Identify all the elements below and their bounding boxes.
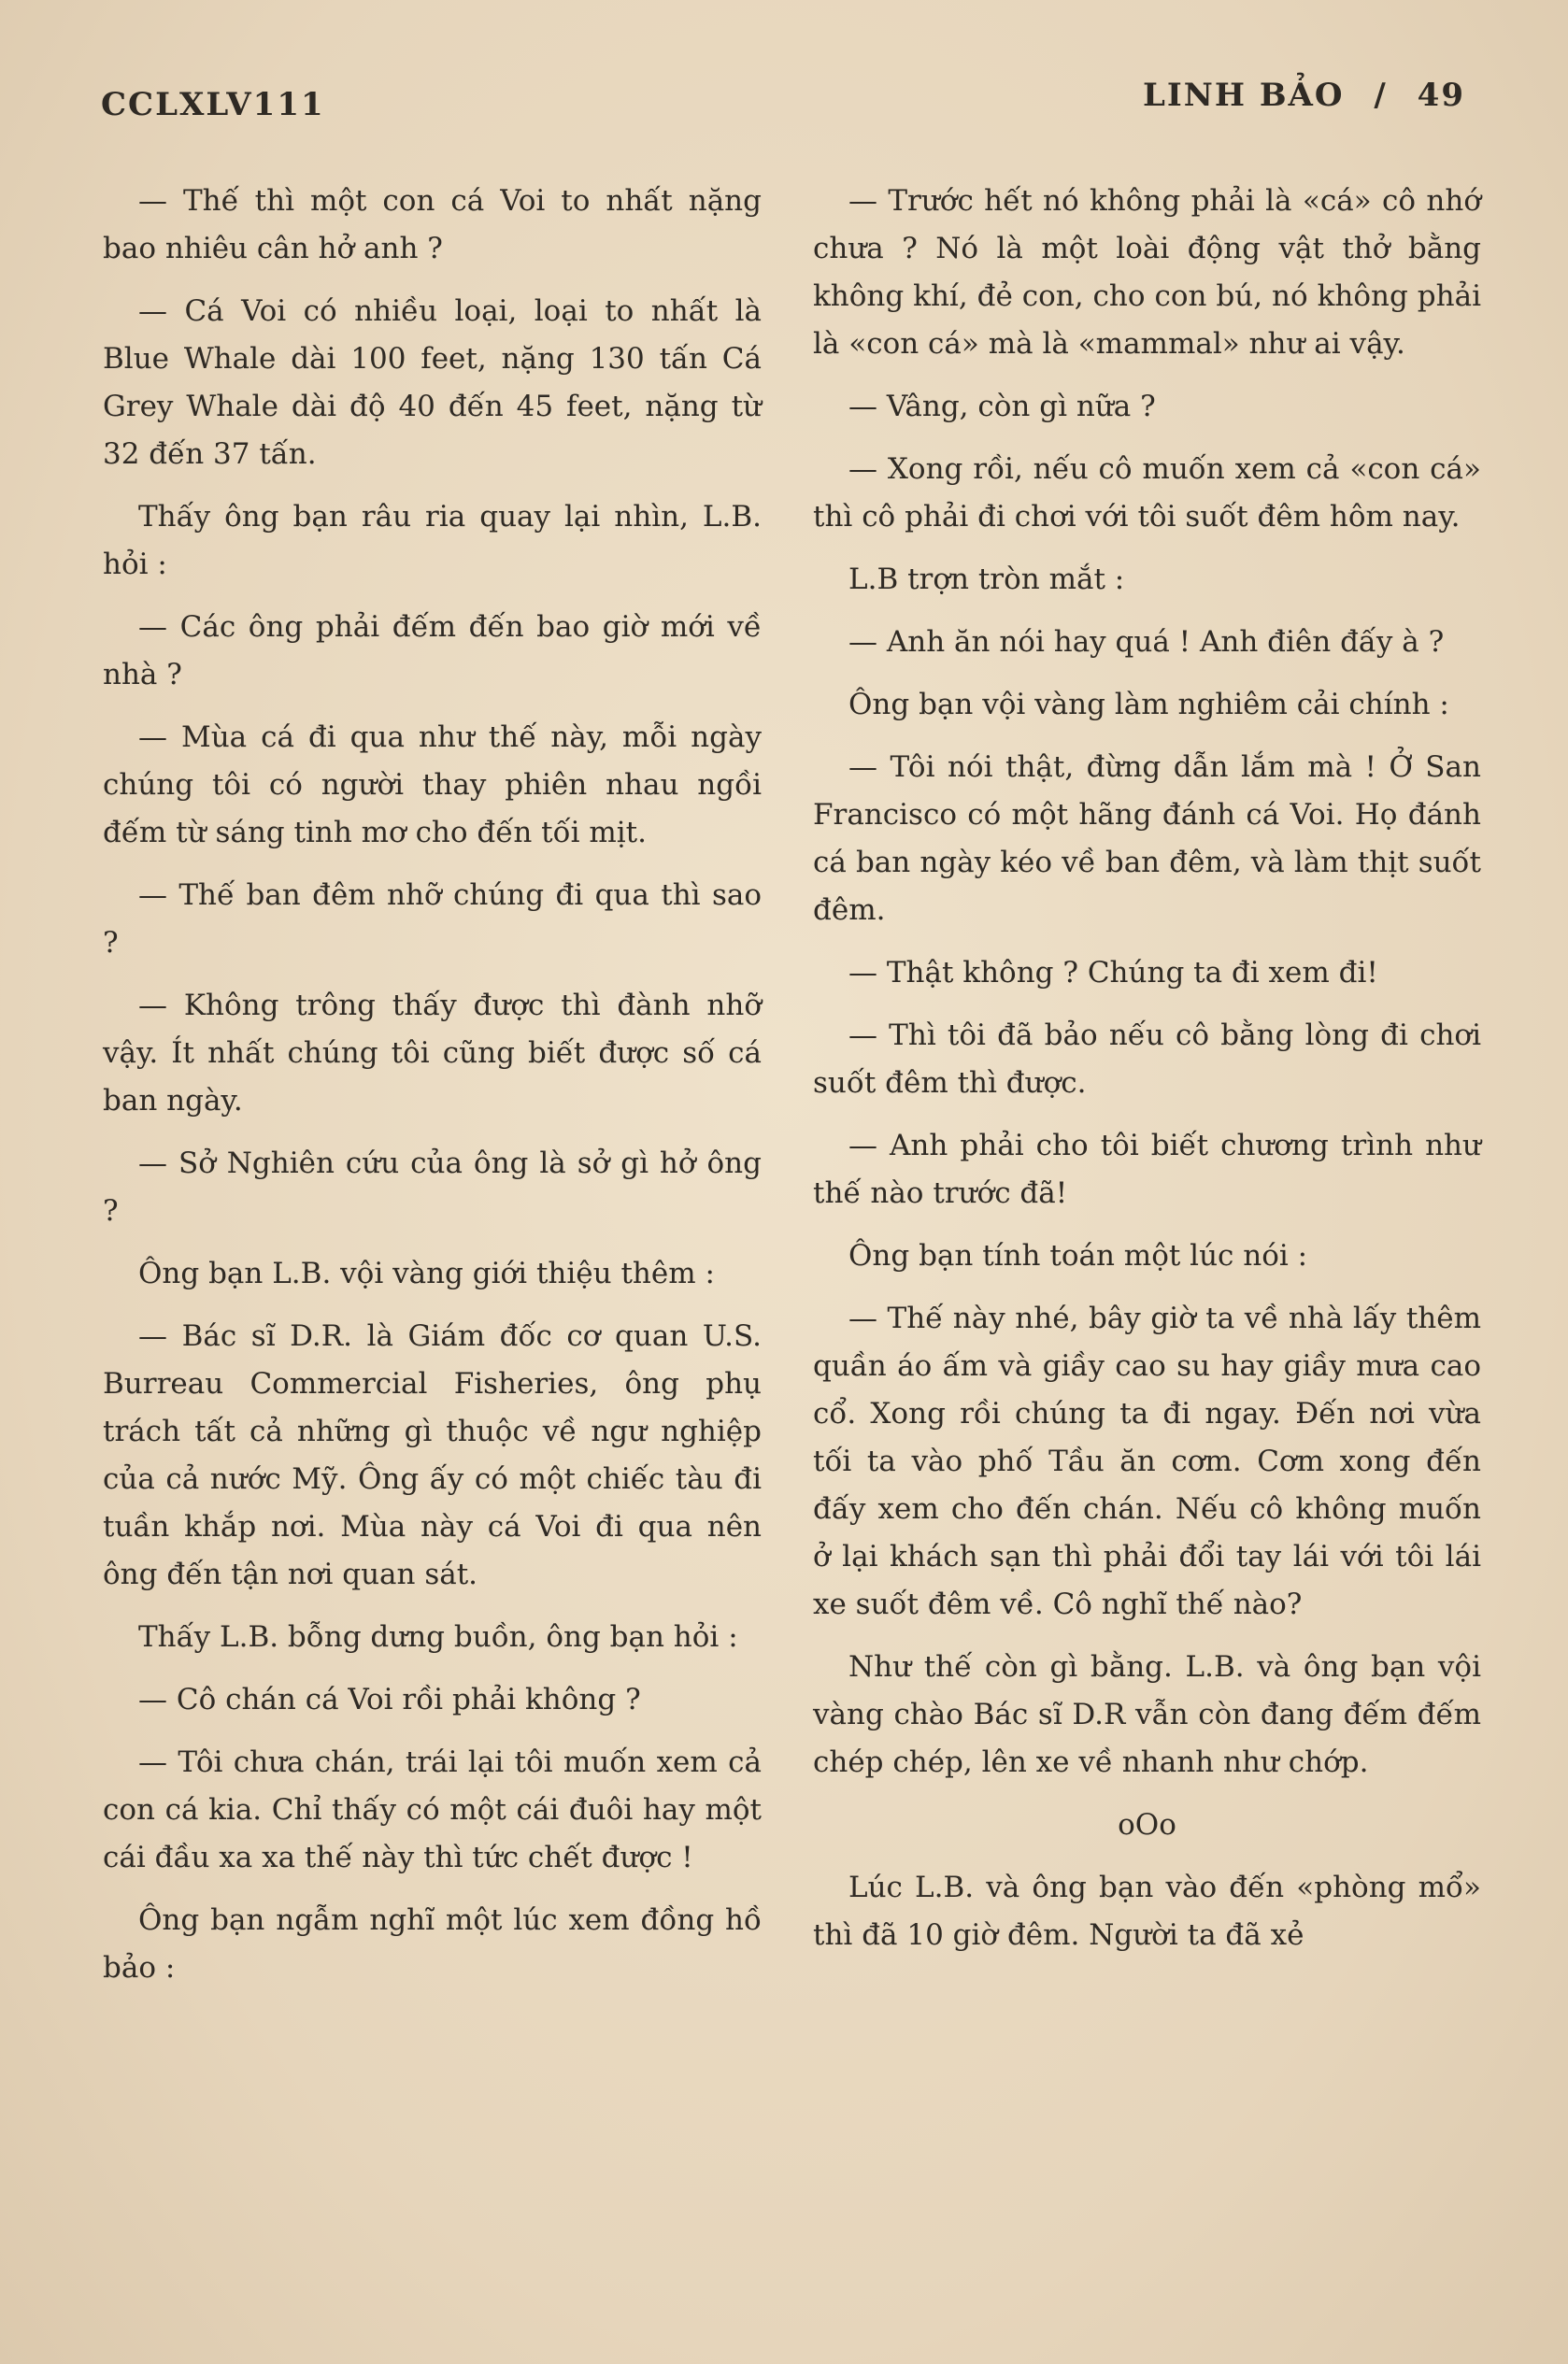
paragraph: — Mùa cá đi qua như thế này, mỗi ngày chúng tôi có người thay phiên nhau ngồi đếm từ sáng tinh mơ cho đến tối mịt. [103, 720, 762, 849]
right-column [813, 178, 1481, 1974]
paragraph: — Cô chán cá Voi rồi phải không ? [138, 1683, 641, 1716]
paragraph: — Cá Voi có nhiều loại, loại to nhất là Blue Whale dài 100 feet, nặng 130 tấn Cá Grey Whale dài độ 40 đến 45 feet, nặng từ 32 đến 37 tấn. [103, 294, 762, 471]
paragraph: Thấy L.B. bỗng dưng buồn, ông bạn hỏi : [138, 1620, 738, 1654]
paragraph: — Anh phải cho tôi biết chương trình như thế nào trước đã! [813, 1129, 1481, 1210]
paragraph: Lúc L.B. và ông bạn vào đến «phòng mổ» thì đã 10 giờ đêm. Người ta đã xẻ [813, 1871, 1481, 1952]
paragraph: — Thì tôi đã bảo nếu cô bằng lòng đi chơi suốt đêm thì được. [813, 1018, 1481, 1100]
chapter-numeral: CCLXLV111 [101, 86, 325, 123]
paragraph: Như thế còn gì bằng. L.B. và ông bạn vội vàng chào Bác sĩ D.R vẫn còn đang đếm đếm chép chép, lên xe về nhanh như chớp. [813, 1650, 1481, 1779]
paragraph: — Thế ban đêm nhỡ chúng đi qua thì sao ? [103, 878, 762, 960]
paragraph: — Thế thì một con cá Voi to nhất nặng bao nhiêu cân hở anh ? [103, 184, 762, 265]
paragraph: — Không trông thấy được thì đành nhỡ vậy. Ít nhất chúng tôi cũng biết được số cá ban ngày. [103, 989, 762, 1118]
paragraph: L.B trợn tròn mắt : [848, 563, 1125, 596]
paragraph: Ông bạn vội vàng làm nghiêm cải chính : [848, 688, 1449, 721]
paragraph: — Tôi chưa chán, trái lại tôi muốn xem cả con cá kia. Chỉ thấy có một cái đuôi hay một cái đầu xa xa thế này thì tức chết được ! [103, 1745, 762, 1874]
paragraph: — Bác sĩ D.R. là Giám đốc cơ quan U.S. Burreau Commercial Fisheries, ông phụ trách tất cả những gì thuộc về ngư nghiệp của cả nước Mỹ. Ông ấy có một chiếc tàu đi tuần khắp nơi. Mùa này cá Voi đi qua nên ông đến tận nơi quan sát. [103, 1319, 762, 1591]
paragraph: — Anh ăn nói hay quá ! Anh điên đấy à ? [848, 625, 1445, 659]
header-separator: / [1374, 77, 1388, 114]
paragraph: — Tôi nói thật, đừng dẫn lắm mà ! Ở San Francisco có một hãng đánh cá Voi. Họ đánh cá ban ngày kéo về ban đêm, và làm thịt suốt đêm. [813, 750, 1481, 927]
paragraph: — Xong rồi, nếu cô muốn xem cả «con cá» thì cô phải đi chơi với tôi suốt đêm hôm nay. [813, 452, 1481, 534]
paragraph: Ông bạn tính toán một lúc nói : [848, 1239, 1308, 1273]
paragraph: — Sở Nghiên cứu của ông là sở gì hở ông ? [103, 1146, 762, 1228]
paragraph: — Thật không ? Chúng ta đi xem đi! [848, 956, 1378, 990]
paragraph: — Trước hết nó không phải là «cá» cô nhớ chưa ? Nó là một loài động vật thở bằng không khí, đẻ con, cho con bú, nó không phải là «con cá» mà là «mammal» như ai vậy. [813, 184, 1481, 361]
section-divider: oOo [1118, 1808, 1176, 1842]
paragraph: — Thế này nhé, bây giờ ta về nhà lấy thêm quần áo ấm và giầy cao su hay giầy mưa cao cổ. Xong rồi chúng ta đi ngay. Đến nơi vừa tối ta vào phố Tầu ăn cơm. Cơm xong đến đấy xem cho đến chán. Nếu cô không muốn ở lại khách sạn thì phải đổi tay lái với tôi lái xe suốt đêm về. Cô nghĩ thế nào? [813, 1302, 1481, 1621]
running-header [1126, 77, 1465, 114]
paragraph: Ông bạn ngẫm nghĩ một lúc xem đồng hồ bảo : [103, 1903, 762, 1985]
author-name: LINH BẢO [1142, 77, 1345, 114]
paragraph: Ông bạn L.B. vội vàng giới thiệu thêm : [138, 1257, 715, 1290]
page-number: 49 [1417, 77, 1465, 114]
paragraph: — Vâng, còn gì nữa ? [848, 390, 1156, 423]
paragraph: — Các ông phải đếm đến bao giờ mới về nhà ? [103, 610, 762, 691]
left-column [103, 178, 762, 2007]
paragraph: Thấy ông bạn râu ria quay lại nhìn, L.B. hỏi : [103, 500, 762, 581]
